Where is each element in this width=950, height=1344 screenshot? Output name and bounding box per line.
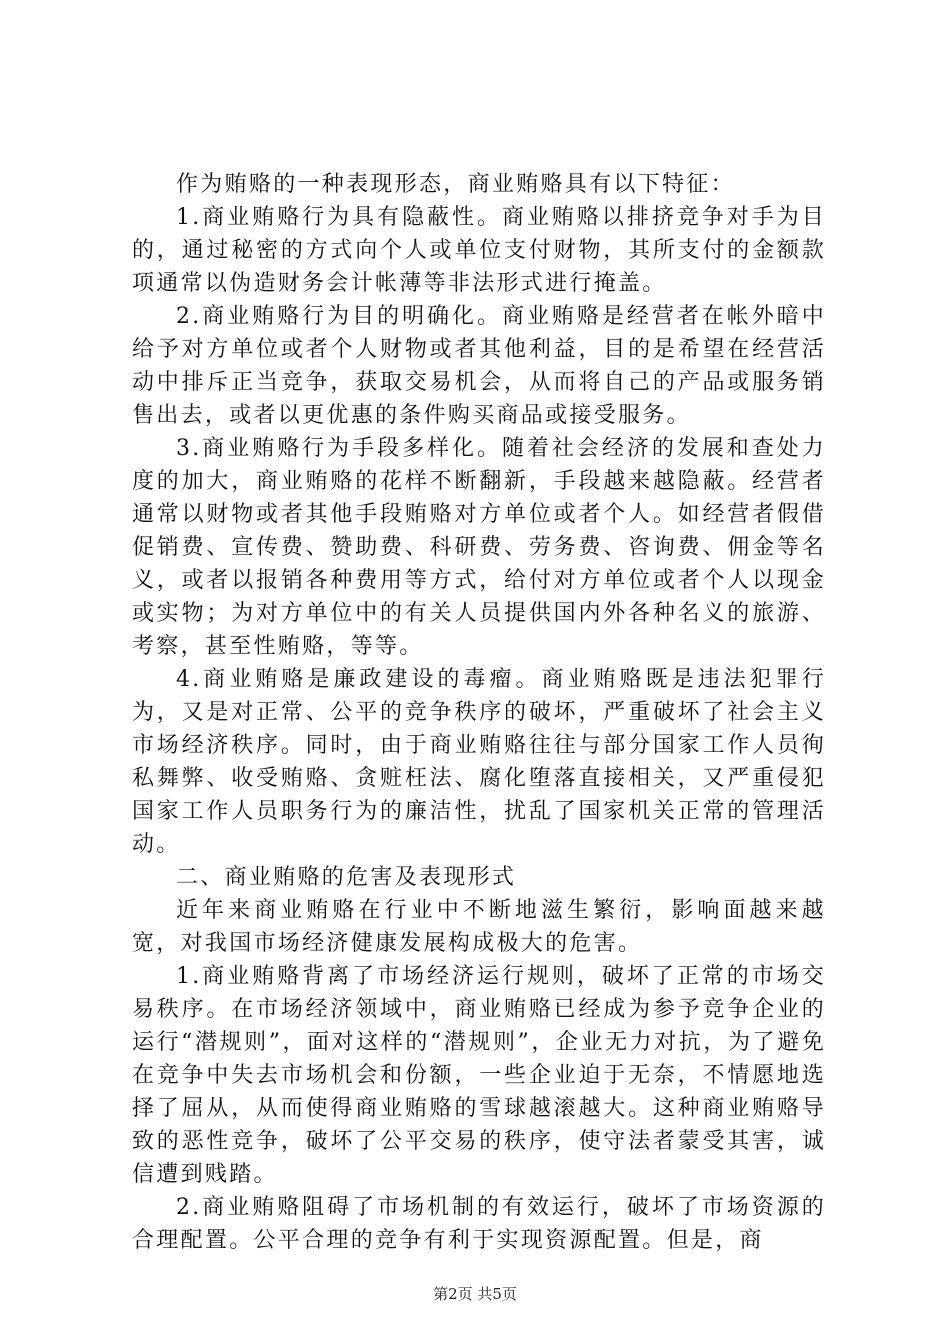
paragraph-harm-1: 1.商业贿赂背离了市场经济运行规则，破坏了正常的市场交易秩序。在市场经济领域中，商业贿赂已经成为参予竞争企业的运行“潜规则”，面对这样的“潜规则”，企业无力对抗，为了避免在竞争中失去市场机会和份额，一些企业迫于无奈，不情愿地选择了屈从，从而使得商业贿赂的雪球越滚越大。这种商业贿赂导致的恶性竞争，破坏了公平交易的秩序，使守法者蒙受其害，诚信遭到贱踏。 [132, 964, 826, 1187]
paragraph-feature-3: 3.商业贿赂行为手段多样化。随着社会经济的发展和查处力度的加大，商业贿赂的花样不断翻新，手段越来越隐蔽。经营者通常以财物或者其他手段贿赂对方单位或者个人。如经营者假借促销费、宣传费、赞助费、科研费、劳务费、咨询费、佣金等名义，或者以报销各种费用等方式，给付对方单位或者个人以现金或实物；为对方单位中的有关人员提供国内外各种名义的旅游、考察，甚至性贿赂，等等。 [132, 436, 826, 659]
paragraph-intro: 作为贿赂的一种表现形态，商业贿赂具有以下特征： [176, 172, 735, 197]
paragraph-feature-2: 2.商业贿赂行为目的明确化。商业贿赂是经营者在帐外暗中给予对方单位或者个人财物或者其他利益，目的是希望在经营活动中排斥正当竞争，获取交易机会，从而将自己的产品或服务销售出去，或者以更优惠的条件购买商品或接受服务。 [132, 304, 826, 428]
page-number-footer: 第2页 共5页 [433, 1285, 517, 1303]
paragraph-feature-4: 4.商业贿赂是廉政建设的毒瘤。商业贿赂既是违法犯罪行为，又是对正常、公平的竞争秩序的破坏，严重破坏了社会主义市场经济秩序。同时，由于商业贿赂往往与部分国家工作人员徇私舞弊、收受贿赂、贪赃枉法、腐化堕落直接相关，又严重侵犯国家工作人员职务行为的廉洁性，扰乱了国家机关正常的管理活动。 [132, 667, 826, 857]
paragraph-harm-intro: 近年来商业贿赂在行业中不断地滋生繁衍，影响面越来越宽，对我国市场经济健康发展构成极大的危害。 [132, 898, 826, 956]
section-heading: 二、商业贿赂的危害及表现形式 [176, 865, 517, 890]
document-body [132, 168, 826, 1257]
paragraph-feature-1: 1.商业贿赂行为具有隐蔽性。商业贿赂以排挤竞争对手为目的，通过秘密的方式向个人或单位支付财物，其所支付的金额款项通常以伪造财务会计帐薄等非法形式进行掩盖。 [132, 205, 826, 296]
paragraph-harm-2: 2.商业贿赂阻碍了市场机制的有效运行，破坏了市场资源的合理配置。公平合理的竞争有利于实现资源配置。但是，商 [132, 1195, 826, 1253]
